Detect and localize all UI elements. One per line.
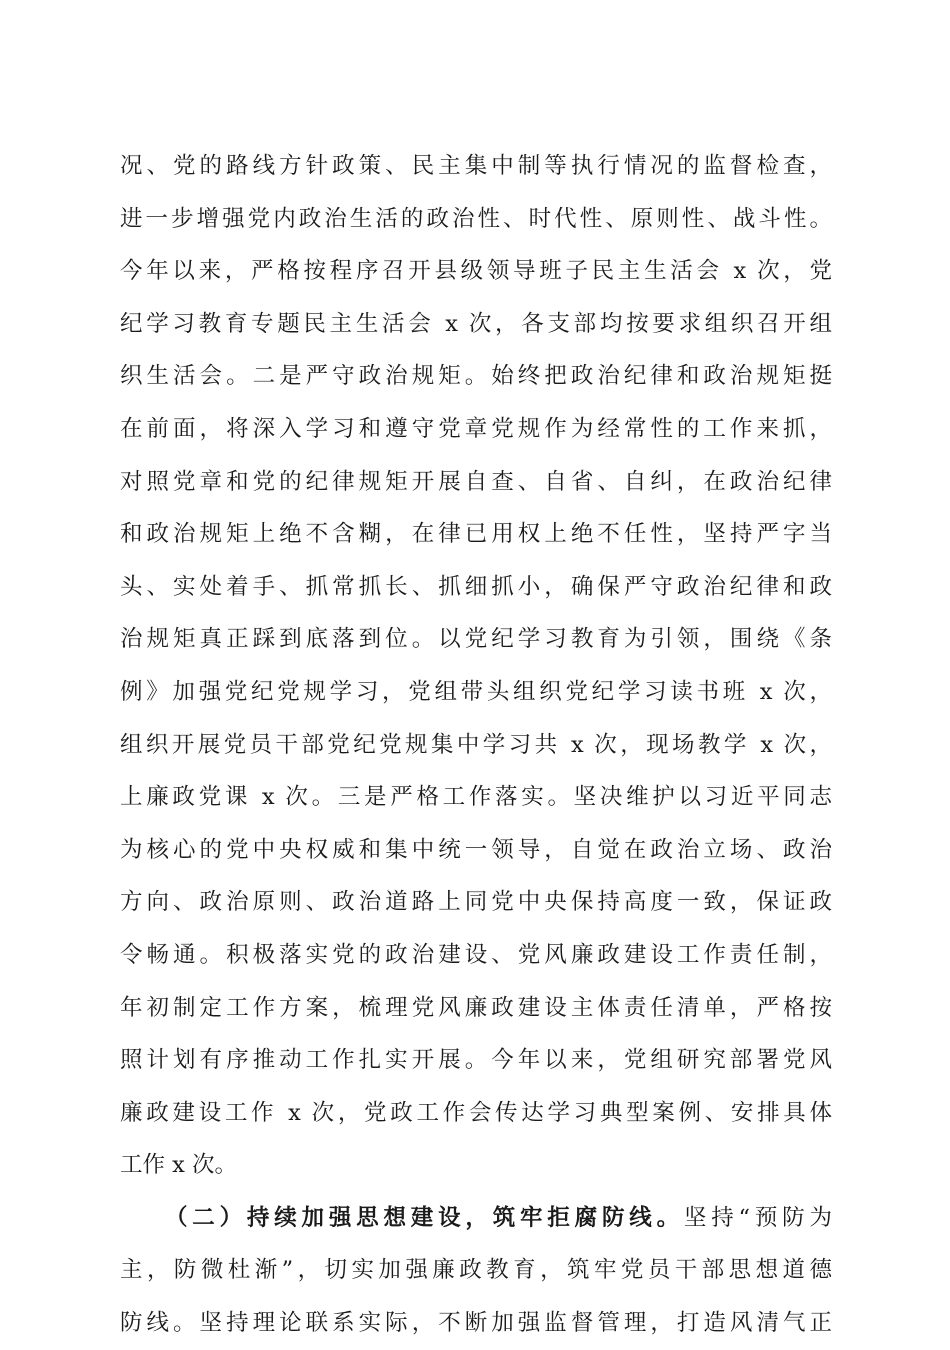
text-line: 和政治规矩上绝不含糊，在律已用权上绝不任性，坚持严字当 xyxy=(120,521,832,548)
paragraph-1 xyxy=(120,140,832,1192)
text-line: 方向、政治原则、政治道路上同党中央保持高度一致，保证政 xyxy=(120,889,832,916)
text-line: 头、实处着手、抓常抓长、抓细抓小，确保严守政治纪律和政 xyxy=(120,573,832,600)
text-line: 上廉政党课 x 次。三是严格工作落实。坚决维护以习近平同志 xyxy=(120,784,832,811)
text-line: 防线。坚持理论联系实际，不断加强监督管理，打造风清气正 xyxy=(120,1310,832,1337)
text-line: 为核心的党中央权威和集中统一领导，自觉在政治立场、政治 xyxy=(120,836,832,863)
text-line: 令畅通。积极落实党的政治建设、党风廉政建设工作责任制， xyxy=(120,941,832,968)
body-text xyxy=(120,140,832,1350)
text-line: 照计划有序推动工作扎实开展。今年以来，党组研究部署党风 xyxy=(120,1047,832,1074)
paragraph-2 xyxy=(120,1192,832,1350)
section-heading-line xyxy=(120,1192,832,1245)
text-line: 今年以来，严格按程序召开县级领导班子民主生活会 x 次，党 xyxy=(120,258,832,285)
text-line: 在前面，将深入学习和遵守党章党规作为经常性的工作来抓， xyxy=(120,415,832,442)
text-line: 治规矩真正踩到底落到位。以党纪学习教育为引领，围绕《条 xyxy=(120,626,832,653)
text-line: 纪学习教育专题民主生活会 x 次，各支部均按要求组织召开组 xyxy=(120,310,832,337)
text-line: 例》加强党纪党规学习，党组带头组织党纪学习读书班 x 次， xyxy=(120,678,832,705)
text-line-last: 工作 x 次。 xyxy=(120,1152,237,1179)
text-line: 对照党章和党的纪律规矩开展自查、自省、自纠，在政治纪律 xyxy=(120,468,832,495)
text-line: 进一步增强党内政治生活的政治性、时代性、原则性、战斗性。 xyxy=(120,205,832,232)
section-heading: （二）持续加强思想建设，筑牢拒腐防线。 xyxy=(165,1204,684,1231)
text-line: 年初制定工作方案，梳理党风廉政建设主体责任清单，严格按 xyxy=(120,994,832,1021)
text-line: 况、党的路线方针政策、民主集中制等执行情况的监督检查， xyxy=(120,153,832,179)
text-line: 织生活会。二是严守政治规矩。始终把政治纪律和政治规矩挺 xyxy=(120,363,832,390)
heading-line-text: 坚持“预防为 xyxy=(683,1204,832,1231)
text-line: 组织开展党员干部党纪党规集中学习共 x 次，现场教学 x 次， xyxy=(120,731,832,758)
text-line: 廉政建设工作 x 次，党政工作会传达学习典型案例、安排具体 xyxy=(120,1099,832,1126)
text-line: 主，防微杜渐”，切实加强廉政教育，筑牢党员干部思想道德 xyxy=(120,1257,832,1284)
